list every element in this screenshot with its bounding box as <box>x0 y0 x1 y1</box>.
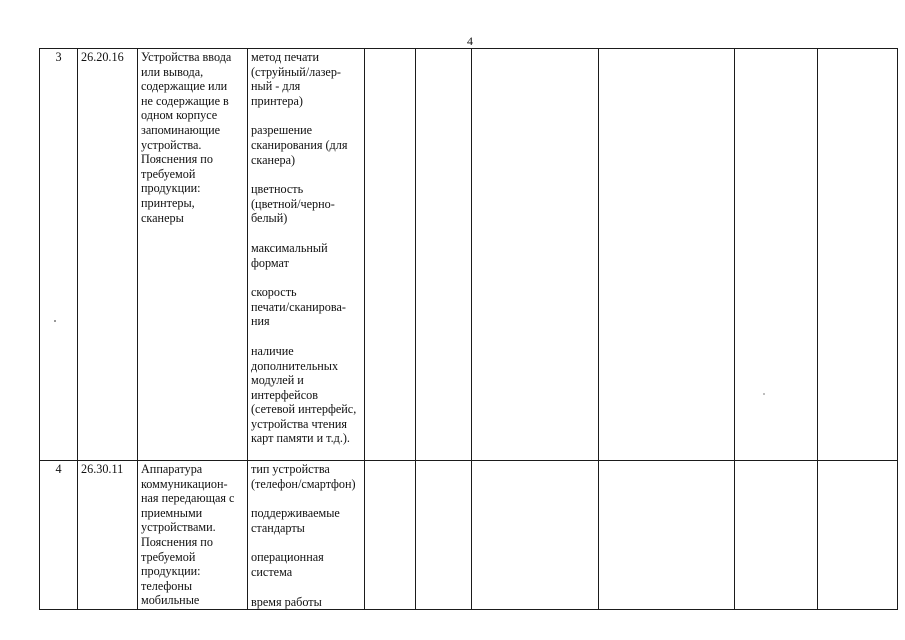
characteristic-line: поддерживаемые <box>251 506 340 521</box>
product-name-line: ная передающая с <box>141 491 235 506</box>
characteristics-cell <box>248 49 365 461</box>
product-name-line: одном корпусе <box>141 108 218 123</box>
characteristic-line: ния <box>251 314 270 329</box>
empty-cell <box>472 461 599 610</box>
characteristic-line: стандарты <box>251 520 305 535</box>
empty-cell <box>818 461 898 610</box>
requirements-table <box>39 48 898 610</box>
product-name-line: содержащие или <box>141 79 228 94</box>
product-name-line: запоминающие <box>141 122 221 137</box>
product-name-line: требуемой <box>141 166 196 181</box>
characteristic-line: (цветной/черно- <box>251 196 335 211</box>
row-number: 3 <box>40 49 78 461</box>
characteristic-os <box>251 550 361 579</box>
product-name-line: требуемой <box>141 549 196 564</box>
scan-speck <box>763 393 765 395</box>
scan-speck <box>54 320 56 322</box>
empty-cell <box>818 49 898 461</box>
characteristic-line: тип устройства <box>251 462 330 476</box>
empty-cell <box>365 461 416 610</box>
characteristic-line: операционная <box>251 550 324 565</box>
characteristic-device-type <box>251 462 361 491</box>
product-name-line: Пояснения по <box>141 152 213 167</box>
table-row <box>40 461 898 610</box>
page-number: 4 <box>467 34 473 48</box>
characteristic-line: (телефон/смартфон) <box>251 476 356 491</box>
spacer <box>251 270 361 285</box>
characteristic-standards <box>251 506 361 535</box>
product-name-line: Устройства ввода <box>141 50 232 64</box>
product-name-line: принтеры, <box>141 195 195 210</box>
empty-cell <box>735 461 818 610</box>
characteristic-line: белый) <box>251 211 288 226</box>
table-row <box>40 49 898 461</box>
empty-cell <box>472 49 599 461</box>
spacer <box>251 167 361 182</box>
product-name-line: продукции: <box>141 181 201 196</box>
product-name-line: Аппаратура <box>141 462 203 476</box>
characteristic-line: сканера) <box>251 152 296 167</box>
product-name <box>138 49 248 461</box>
spacer <box>251 580 361 595</box>
characteristic-speed <box>251 285 361 329</box>
empty-cell <box>416 49 472 461</box>
characteristic-line: сканирования (для <box>251 137 348 152</box>
empty-cell <box>599 461 735 610</box>
characteristic-line: интерфейсов <box>251 387 318 402</box>
characteristic-line: печати/сканирова- <box>251 299 346 314</box>
characteristic-line: устройства чтения <box>251 416 347 431</box>
okpd-code: 26.30.11 <box>78 461 138 610</box>
product-name-line: не содержащие в <box>141 93 229 108</box>
product-name-line: мобильные <box>141 593 200 608</box>
characteristic-line: (сетевой интерфейс, <box>251 402 357 417</box>
spacer <box>251 226 361 241</box>
characteristic-line: формат <box>251 255 289 270</box>
product-name-line: коммуникацион- <box>141 476 228 491</box>
row-number: 4 <box>40 461 78 610</box>
empty-cell <box>735 49 818 461</box>
product-name-line: Пояснения по <box>141 534 213 549</box>
characteristics-cell <box>248 461 365 610</box>
characteristic-line: карт памяти и т.д.). <box>251 431 350 446</box>
characteristic-print-method <box>251 50 361 108</box>
okpd-code: 26.20.16 <box>78 49 138 461</box>
empty-cell <box>599 49 735 461</box>
characteristic-scan-resolution <box>251 123 361 167</box>
characteristic-line: время работы <box>251 594 322 609</box>
product-name-line: приемными <box>141 505 203 520</box>
characteristic-line: ный - для <box>251 79 301 94</box>
characteristic-line: наличие <box>251 343 294 358</box>
characteristic-line: метод печати <box>251 50 319 64</box>
empty-cell <box>416 461 472 610</box>
spacer <box>251 491 361 506</box>
characteristic-line: (струйный/лазер- <box>251 64 341 79</box>
characteristic-extra-modules <box>251 344 361 446</box>
characteristic-line: принтера) <box>251 93 303 108</box>
spacer <box>251 108 361 123</box>
characteristic-line: дополнительных <box>251 358 339 373</box>
product-name <box>138 461 248 610</box>
characteristic-line: модулей и <box>251 373 304 388</box>
product-name-line: телефоны <box>141 578 193 593</box>
product-name-line: устройствами. <box>141 520 216 535</box>
product-name-line: продукции: <box>141 564 201 579</box>
characteristic-line: система <box>251 564 293 579</box>
product-name-line: или вывода, <box>141 64 204 79</box>
characteristic-color <box>251 182 361 226</box>
characteristic-line: максимальный <box>251 240 328 255</box>
characteristic-line: разрешение <box>251 123 313 138</box>
characteristic-max-format <box>251 241 361 270</box>
spacer <box>251 329 361 344</box>
product-name-line: сканеры <box>141 210 184 225</box>
spacer <box>251 535 361 550</box>
product-name-line: устройства. <box>141 137 202 152</box>
empty-cell <box>365 49 416 461</box>
characteristic-battery-time <box>251 595 361 610</box>
characteristic-line: цветность <box>251 182 304 197</box>
characteristic-line: скорость <box>251 285 297 300</box>
